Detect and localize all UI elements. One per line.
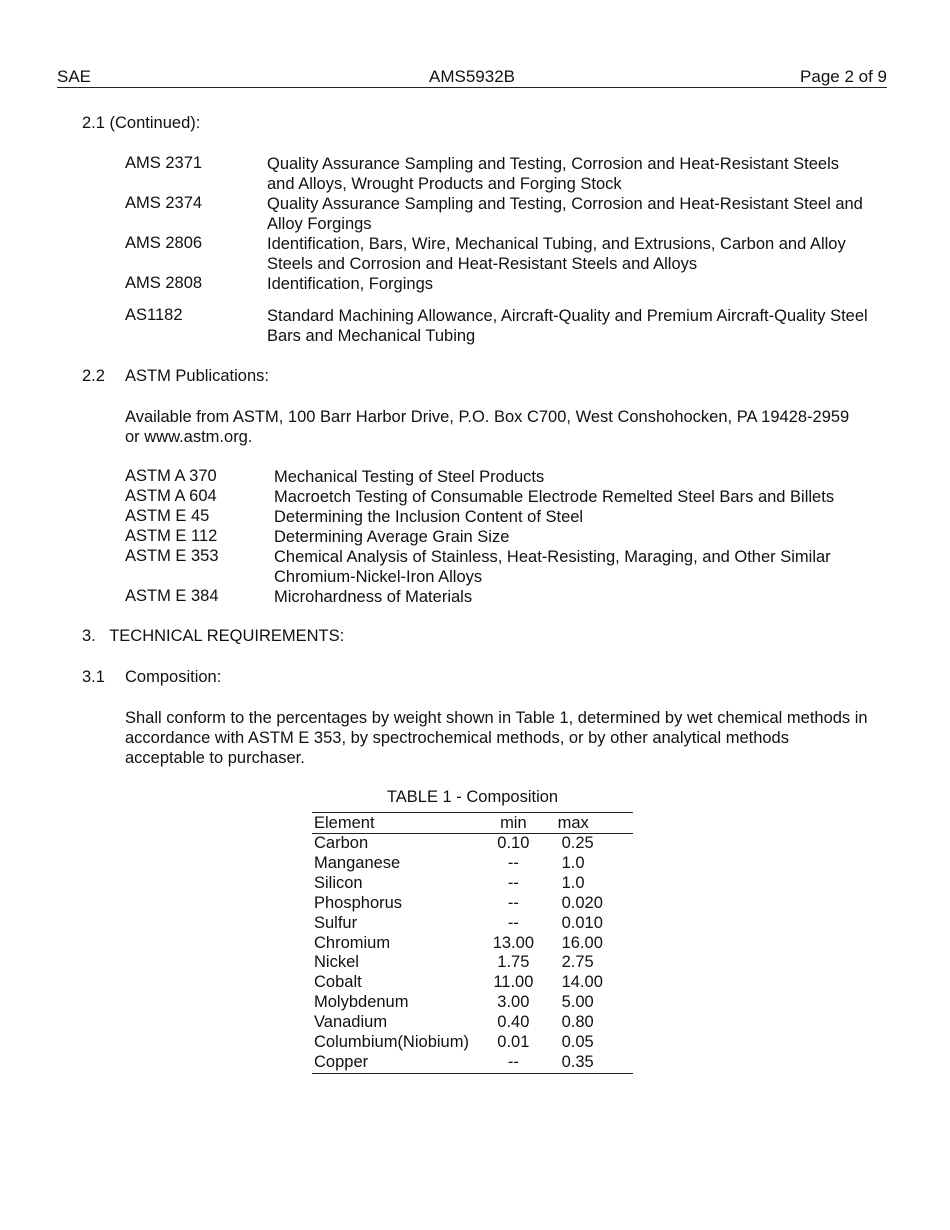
section-3-1-title: Composition: [125, 668, 222, 686]
ref-title: Identification, Forgings [267, 275, 434, 293]
cell-max: 1.0 [561, 853, 585, 872]
header-page-number: Page 2 of 9 [800, 67, 887, 86]
ref-title: Mechanical Testing of Steel Products [274, 468, 545, 486]
cell-max: 0.25 [561, 834, 594, 852]
cell-element: Manganese [314, 853, 401, 872]
cell-min: 11.00 [493, 973, 534, 992]
cell-min: -- [507, 893, 519, 912]
ref-title: Macroetch Testing of Consumable Electrode Remelted Steel Bars and Billets [274, 488, 835, 506]
table-row [312, 894, 633, 914]
table-row [312, 973, 633, 993]
composition-paragraph: Shall conform to the percentages by weight shown in Table 1, determined by wet chemical methods in accordance with ASTM E 353, by spectrochemical methods, or by other analytical methods acceptable to purchaser. [125, 709, 868, 767]
cell-min: 0.01 [497, 1033, 530, 1052]
ref-code: ASTM E 384 [125, 587, 219, 605]
column-header-min: min [483, 813, 543, 834]
ref-title: Quality Assurance Sampling and Testing, Corrosion and Heat-Resistant Steel and Alloy Forgings [267, 195, 863, 233]
cell-element: Phosphorus [314, 893, 403, 912]
cell-max: 0.35 [544, 1053, 633, 1073]
astm-availability: Available from ASTM, 100 Barr Harbor Drive, P.O. Box C700, West Conshohocken, PA 19428-2959 or www.astm.org. [125, 408, 850, 446]
cell-max: 0.010 [561, 913, 603, 932]
cell-element: Silicon [314, 873, 363, 892]
ref-title: Microhardness of Materials [274, 588, 473, 606]
ref-code: ASTM A 604 [125, 487, 217, 505]
cell-min: 0.40 [497, 1013, 530, 1032]
cell-min: 13.00 [492, 933, 534, 952]
table-row [312, 953, 633, 973]
section-2-2-title: ASTM Publications: [125, 367, 269, 385]
cell-min: -- [507, 853, 519, 872]
header-organization: SAE [57, 67, 92, 86]
table-row [312, 934, 633, 954]
cell-element: Vanadium [314, 1013, 388, 1032]
ref-code: AMS 2806 [125, 234, 203, 252]
cell-max: 14.00 [561, 973, 603, 992]
ref-code: ASTM A 370 [125, 467, 217, 485]
ref-code: AS1182 [125, 306, 183, 324]
cell-min: -- [483, 1053, 543, 1073]
section-3-1-number: 3.1 [82, 668, 105, 686]
table-row [312, 1013, 633, 1033]
table-row [312, 1033, 633, 1053]
header-rule [57, 87, 887, 88]
section-2-1-heading: 2.1 (Continued): [82, 114, 201, 132]
table-row [312, 834, 633, 854]
header-document-number: AMS5932B [429, 67, 515, 86]
table-row [312, 914, 633, 934]
cell-max: 16.00 [561, 933, 603, 952]
cell-max: 0.80 [561, 1013, 594, 1032]
ref-title: Determining the Inclusion Content of Steel [274, 508, 584, 526]
ref-code: AMS 2374 [125, 194, 203, 212]
table-caption: TABLE 1 - Composition [386, 788, 559, 806]
ref-code: ASTM E 353 [125, 547, 219, 565]
cell-element: Cobalt [314, 973, 362, 992]
cell-max: 0.05 [561, 1033, 594, 1052]
cell-max: 2.75 [561, 953, 594, 972]
cell-max: 5.00 [561, 993, 594, 1012]
ref-title: Quality Assurance Sampling and Testing, Corrosion and Heat-Resistant Steels and Alloys, Wrought Products and Forging Stock [267, 155, 839, 193]
cell-element: Chromium [314, 933, 391, 952]
ref-code: AMS 2371 [125, 154, 203, 172]
composition-table-body [312, 834, 633, 1074]
ref-title: Chemical Analysis of Stainless, Heat-Resisting, Maraging, and Other Similar Chromium-Nickel-Iron Alloys [274, 548, 831, 586]
ref-title: Standard Machining Allowance, Aircraft-Quality and Premium Aircraft-Quality Steel Bars and Mechanical Tubing [267, 307, 868, 345]
cell-max: 0.020 [561, 893, 603, 912]
cell-min: 1.75 [497, 953, 530, 972]
ref-title: Determining Average Grain Size [274, 528, 510, 546]
ref-code: ASTM E 112 [125, 527, 218, 545]
cell-min: -- [507, 873, 519, 892]
cell-element: Columbium(Niobium) [314, 1033, 469, 1052]
cell-element: Molybdenum [314, 993, 409, 1012]
column-header-element: Element [312, 813, 483, 834]
ref-title: Identification, Bars, Wire, Mechanical Tubing, and Extrusions, Carbon and Alloy Steels and Corrosion and Heat-Resistant Steels and Alloys [267, 235, 846, 273]
cell-min: -- [507, 913, 519, 932]
cell-max: 1.0 [561, 873, 585, 892]
table-row [312, 854, 633, 874]
cell-element: Carbon [314, 834, 369, 852]
cell-min: 3.00 [497, 993, 530, 1012]
section-3-heading: 3. TECHNICAL REQUIREMENTS: [82, 627, 345, 645]
section-2-2-number: 2.2 [82, 367, 105, 385]
composition-table [312, 812, 633, 1074]
cell-element: Nickel [314, 953, 359, 972]
table-row [312, 1053, 633, 1073]
ref-code: AMS 2808 [125, 274, 203, 292]
ref-code: ASTM E 45 [125, 507, 210, 525]
cell-element: Copper [312, 1053, 483, 1073]
table-row [312, 993, 633, 1013]
cell-min: 0.10 [497, 834, 530, 852]
cell-element: Sulfur [314, 913, 358, 932]
column-header-max: max [544, 813, 633, 834]
table-header-row [312, 813, 633, 834]
table-row [312, 874, 633, 894]
